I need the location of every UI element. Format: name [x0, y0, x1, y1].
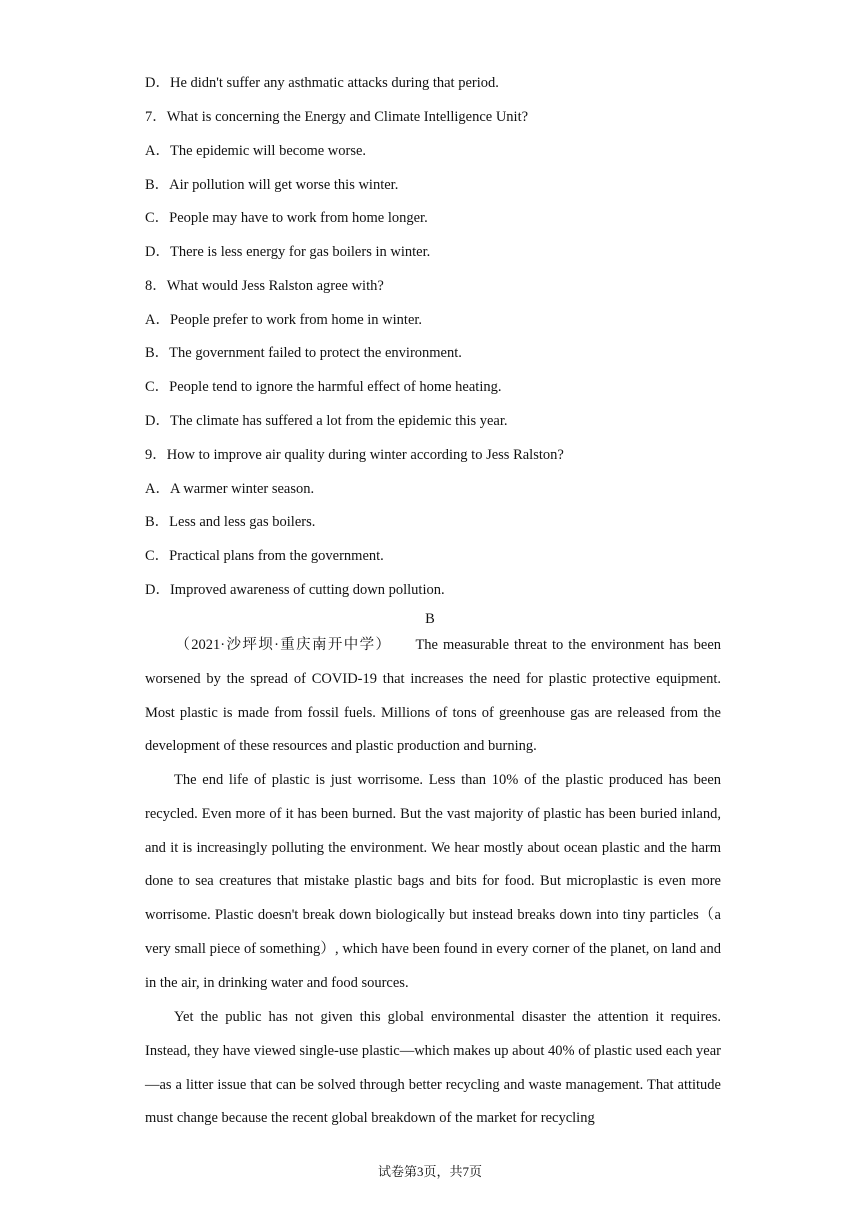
question-7-stem: 7．What is concerning the Energy and Climate Intelligence Unit? — [145, 109, 529, 125]
section-label-b: B — [425, 611, 435, 627]
question-8-option-a: A．People prefer to work from home in winter. — [145, 312, 423, 328]
question-8-option-d: D．The climate has suffered a lot from the epidemic this year. — [145, 413, 508, 429]
question-8-stem: 8．What would Jess Ralston agree with? — [145, 278, 384, 294]
question-7-option-a: A．The epidemic will become worse. — [145, 143, 367, 159]
question-8-option-c: C．People tend to ignore the harmful effect of home heating. — [145, 379, 502, 395]
paragraph-2-text: The end life of plastic is just worrisome. Less than 10% of the plastic produced has been recycled. Even more of it has been burned. But the vast majority of plastic has been buried inland, and it is increasingly polluting the environment. We hear mostly about ocean plastic and the harm done to sea creatures that mistake plastic bags and bits for food. But microplastic is even more worrisome. Plastic doesn't break down biologically but instead breaks down into tiny particles（a very small piece of something）, which have been found in every corner of the planet, on land and in the air, in drinking water and food sources. — [145, 772, 721, 991]
question-8-option-b: B．The government failed to protect the environment. — [145, 345, 462, 361]
question-7-option-c: C．People may have to work from home longer. — [145, 210, 428, 226]
passage-paragraph-2 — [145, 764, 721, 1001]
question-6-option-d: D．He didn't suffer any asthmatic attacks during that period. — [145, 75, 499, 91]
question-7-option-d: D．There is less energy for gas boilers in winter. — [145, 244, 431, 260]
page-footer: 试卷第3页，共7页 — [377, 1164, 482, 1179]
question-9-option-b: B．Less and less gas boilers. — [145, 514, 316, 530]
question-9-stem: 9．How to improve air quality during winter according to Jess Ralston? — [145, 447, 564, 463]
source-citation: （2021·沙坪坝·重庆南开中学） — [174, 637, 392, 653]
passage-paragraph-1 — [145, 629, 721, 764]
question-9-option-d: D．Improved awareness of cutting down pollution. — [145, 582, 445, 598]
question-7-option-b: B．Air pollution will get worse this winter. — [145, 177, 399, 193]
question-9-option-a: A．A warmer winter season. — [145, 481, 315, 497]
paragraph-3-text: Yet the public has not given this global environmental disaster the attention it requires. Instead, they have viewed single-use plastic—which makes up about 40% of plastic used each year—as a litter issue that can be solved through better recycling and waste management. That attitude must change because the recent global breakdown of the market for recycling — [145, 1009, 721, 1127]
question-9-option-c: C．Practical plans from the government. — [145, 548, 384, 564]
passage-paragraph-3 — [145, 1001, 721, 1136]
paragraph-1-text: The measurable threat to the environment has been worsened by the spread of COVID-19 that increases the need for plastic protective equipment. Most plastic is made from fossil fuels. Millions of tons of greenhouse gas are released from the development of these resources and plastic production and burning. — [145, 637, 721, 755]
